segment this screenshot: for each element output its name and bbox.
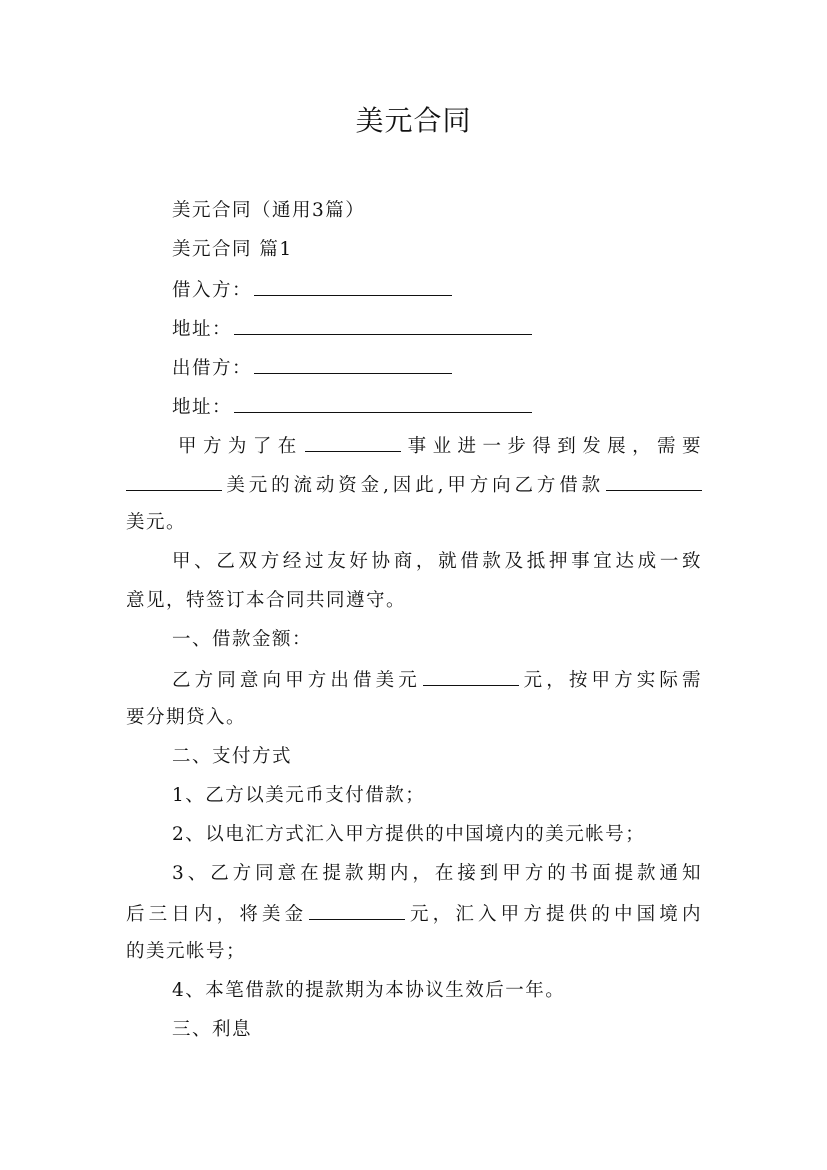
lender-address-line xyxy=(172,386,702,427)
capital-blank xyxy=(126,464,222,491)
heading-interest: 三、利息 xyxy=(172,1019,253,1040)
amount-text-b: 元，按甲方实际需 xyxy=(520,670,702,691)
paragraph-amount-line2: 要分期贷入。 xyxy=(126,707,247,728)
heading-payment-method: 二、支付方式 xyxy=(172,746,293,767)
payment-item-3-line1: 3、乙方同意在提款期内，在接到甲方的书面提款通知 xyxy=(172,863,702,884)
borrower-address-line xyxy=(172,308,702,349)
item3-text-a: 后三日内，将美金 xyxy=(126,904,308,925)
document-title: 美元合同 xyxy=(355,104,472,137)
borrower-address-label: 地址： xyxy=(172,319,233,340)
amount-blank xyxy=(423,659,519,686)
lender-label: 出借方： xyxy=(172,358,253,379)
loan-amount-blank xyxy=(606,464,702,491)
purpose-text-c: 美元的流动资金,因此,甲方向乙方借款 xyxy=(224,475,604,496)
item3-text-b: 元，汇入甲方提供的中国境内 xyxy=(407,904,702,925)
paragraph-agreement-line1: 甲、乙双方经过友好协商，就借款及抵押事宜达成一致 xyxy=(172,551,702,572)
borrower-address-blank xyxy=(234,308,532,335)
paragraph-purpose-line3: 美元。 xyxy=(126,512,187,533)
purpose-text-b: 事业进一步得到发展，需要 xyxy=(402,436,702,457)
borrower-line xyxy=(172,269,702,310)
paragraph-amount-line1 xyxy=(172,659,702,700)
payment-item-2: 2、以电汇方式汇入甲方提供的中国境内的美元帐号； xyxy=(172,824,646,845)
document-subtitle: 美元合同（通用3篇） xyxy=(172,200,366,221)
borrower-label: 借入方： xyxy=(172,280,253,301)
lender-blank xyxy=(254,347,452,374)
payment-item-3-line2 xyxy=(126,893,702,934)
lender-address-blank xyxy=(234,386,532,413)
payment-item-1: 1、乙方以美元币支付借款； xyxy=(172,785,426,806)
lender-address-label: 地址： xyxy=(172,397,233,418)
borrower-blank xyxy=(254,269,452,296)
paragraph-agreement-line2: 意见，特签订本合同共同遵守。 xyxy=(126,590,407,611)
business-blank xyxy=(305,425,401,452)
heading-loan-amount: 一、借款金额： xyxy=(172,629,313,650)
payment-item-3-line3: 的美元帐号； xyxy=(126,941,247,962)
amount-text-a: 乙方同意向甲方出借美元 xyxy=(172,670,421,691)
paragraph-purpose-line2 xyxy=(126,464,702,505)
usd-amount-blank xyxy=(309,893,405,920)
lender-line xyxy=(172,347,702,388)
payment-item-4: 4、本笔借款的提款期为本协议生效后一年。 xyxy=(172,980,566,1001)
paragraph-purpose-line1 xyxy=(178,425,702,466)
section-heading: 美元合同 篇1 xyxy=(172,239,293,260)
purpose-text-a: 甲方为了在 xyxy=(178,436,303,457)
